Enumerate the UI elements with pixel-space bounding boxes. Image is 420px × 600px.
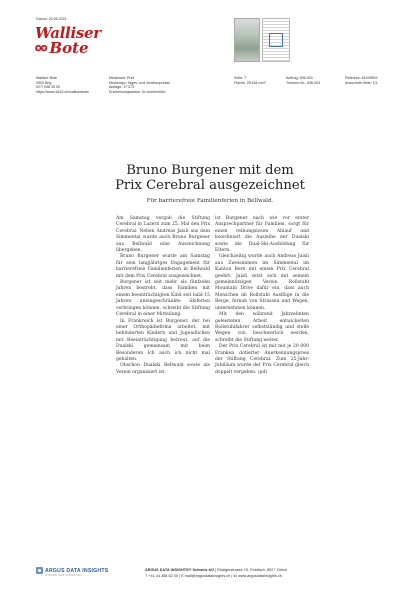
- order-info: [286, 76, 320, 85]
- publisher-url[interactable]: https://www.1815.ch/walliserbote/: [36, 89, 90, 94]
- argus-logo: [36, 567, 108, 574]
- logo-stars-icon: ✪✪: [35, 43, 47, 53]
- page-highlight-box: [269, 33, 283, 47]
- article-photo-thumbnail: [234, 18, 260, 62]
- footer-company: ARGUS DATA INSIGHTS® Schweiz AG: [145, 568, 215, 572]
- media-circulation: Auflage: 17'373: [109, 85, 134, 90]
- page-number: Seite: 7: [234, 76, 247, 80]
- headline-line-2: Prix Cerebral ausgezeichnet: [115, 178, 305, 193]
- page-area: Fläche: 25'184 mm²: [234, 80, 266, 85]
- footer-contact[interactable]: T +41 44 388 82 00 | E mail@argusdatainsights.ch | W www.argusdatainsights.ch: [145, 574, 282, 578]
- article-subtitle: Für barrierefreie Familienferien in Bellwald.: [146, 198, 274, 204]
- argus-mark-icon: [36, 567, 43, 574]
- article-column-1: [116, 216, 210, 376]
- footer-street: | Rüdigerstrasse 15, Postfach, 8027 Zürich: [214, 568, 287, 572]
- reference-info: [345, 76, 378, 85]
- media-kind: Medientyp: Tages- und Wochenpresse: [109, 80, 171, 85]
- publisher-info: [36, 76, 89, 94]
- headline-line-1: Bruno Burgener mit dem: [126, 163, 294, 178]
- paragraph: ist Burgener nach wie vor erster Ansprechpartner für Familien, sorgt für einen reibungslosen Ablauf und koordiniert die Ausleihe der Dualski sowie die Dual-Ski-Ausbildung für Eltern.: [215, 216, 309, 254]
- clip-date: Datum: 20.06.2021: [36, 17, 67, 21]
- topic-number: Themen-Nr.: 536.003: [286, 80, 320, 85]
- paragraph: In Frankreich ist Burgener, der bei einer Orthopädiefirma arbeitet, mit behinderten Kindern und Jugendlichen mit Beeinträchtigung betreut, auf die Dualski gemeinsam mit beim Besonderen Ich auch ich nicht mal gehalten.: [116, 318, 210, 362]
- publisher-city: 3900 Brig: [36, 80, 52, 85]
- media-type: Medienart: Print: [109, 76, 135, 80]
- paragraph: Burgener ist seit mehr als fünfzehn Jahren bestrebt, dass Familien mit einem beeinträchtigten Kind seit bald 15 Jahren uneingeschränkte Skiferien verbringen können, schreibt die Stiftung Cerebral in einer Mitteilung.: [116, 280, 210, 318]
- order-number: Auftrag: 536.003: [286, 76, 313, 80]
- media-frequency: Erscheinungsweise: 5x wöchentlich: [109, 89, 166, 94]
- publisher-phone: 027/ 948 30 00: [36, 85, 60, 90]
- paragraph: Mit den während Jahrzehnten geleisteten Arbeit entwickelten Rollstuhlfahrer selbstständig und stelle Wegen von beschwerlich werden, schreibt die Stiftung weiter.: [215, 312, 309, 343]
- argus-brand: ARGUS DATA INSIGHTS: [45, 567, 109, 574]
- paragraph: Gleichzeitig wurde auch Andreas Jaisli aus Zweisimmen im Simmental im Kanton Bern mit einem Prix Cerebral geehrt. Jaisli setzt sich mit seinem gemeinnützigen Verein Rollstuhl Mountain Drive dafür ein, dass auch Menschen im Rollstuhl Ausflüge in die Berge, fernab von Strassen und Wegen, unternehmen können.: [215, 254, 309, 311]
- paragraph: Obschon Dualski Bellwald sowie als Verein organisiert ist,: [116, 363, 210, 375]
- walliser-bote-logo: [35, 26, 117, 66]
- paragraph: Bruno Burgener wurde am Samstag für sein langjähriges Engagement für barrierefreie Familienferien in Bellwald mit dem Prix Cerebral ausgezeichnet.: [116, 254, 210, 279]
- media-info: [109, 76, 170, 94]
- article-column-2: [215, 216, 309, 376]
- logo-line-1: Walliser: [35, 24, 101, 42]
- logo-line-2-row: [35, 41, 117, 56]
- reference-number: Referenz: 81049504: [345, 76, 378, 80]
- footer: [36, 567, 384, 581]
- page-thumbnail: [262, 18, 290, 62]
- publisher-name: Walliser Bote: [36, 76, 58, 80]
- logo-line-2: Bote: [49, 39, 89, 57]
- paragraph: Der Prix Cerebral ist mit mit je 20 000 Franken dotierter Anerkennungspreis der Stiftung Cerebral. Zum 25-Jahr-Jubiläum wurde der Prix Cerebral gleich doppelt vergeben. (pd): [215, 344, 309, 375]
- footer-address: [145, 568, 287, 572]
- page-info: [234, 76, 266, 85]
- argus-tagline: WISSEN DER EXPERTEN: [45, 574, 82, 577]
- clip-page: Ausschnitt Seite: 1/1: [345, 80, 378, 85]
- paragraph: Am Samstag vergab die Stiftung Cerebral in Luzern zum 25. Mal den Prix Cerebral. Neben Andreas Jaisli aus dem Simmental wurde auch Bruno Burgener aus Bellwald eine Auszeichnung übergeben.: [116, 216, 210, 254]
